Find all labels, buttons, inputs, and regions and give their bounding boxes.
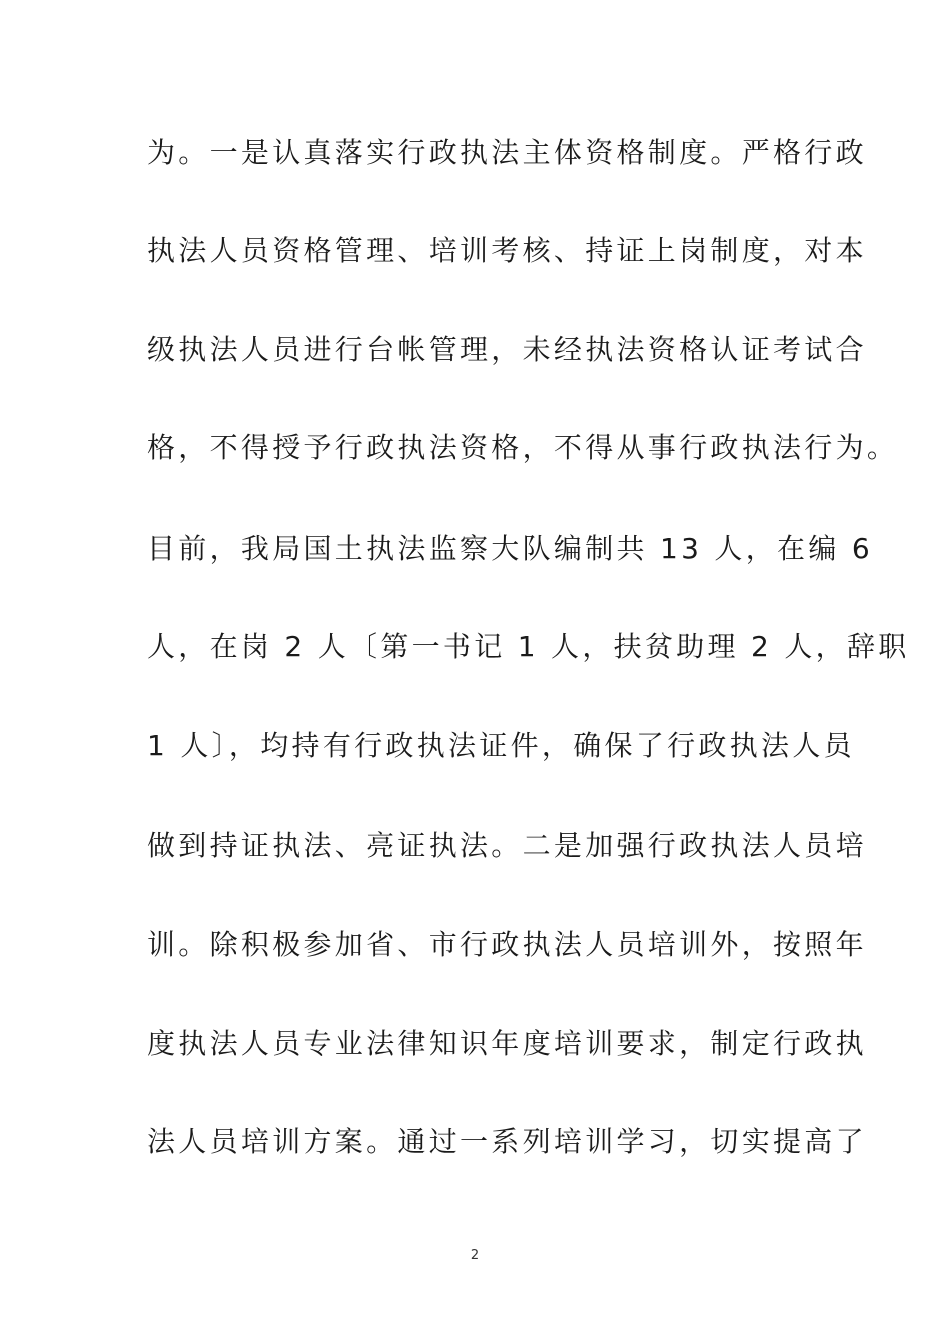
body-text-line: 级执法人员进行台帐管理，未经执法资格认证考试合 <box>147 333 867 366</box>
page-number: 2 <box>470 1248 480 1263</box>
body-text-line: 执法人员资格管理、培训考核、持证上岗制度，对本 <box>147 234 867 267</box>
body-text-line: 度执法人员专业法律知识年度培训要求，制定行政执 <box>147 1027 867 1060</box>
body-text-line: 法人员培训方案。通过一系列培训学习，切实提高了 <box>147 1125 867 1158</box>
body-text-line: 1 人〕，均持有行政执法证件，确保了行政执法人员 <box>147 729 855 762</box>
body-text-line: 人，在岗 2 人〔第一书记 1 人，扶贫助理 2 人，辞职 <box>147 630 910 663</box>
body-text-line: 做到持证执法、亮证执法。二是加强行政执法人员培 <box>147 829 867 862</box>
body-text-line: 为。一是认真落实行政执法主体资格制度。严格行政 <box>147 136 867 169</box>
body-text-line: 训。除积极参加省、市行政执法人员培训外，按照年 <box>147 928 867 961</box>
body-text-line: 目前，我局国土执法监察大队编制共 13 人，在编 6 <box>147 532 873 565</box>
body-text-line: 格，不得授予行政执法资格，不得从事行政执法行为。 <box>147 431 899 464</box>
